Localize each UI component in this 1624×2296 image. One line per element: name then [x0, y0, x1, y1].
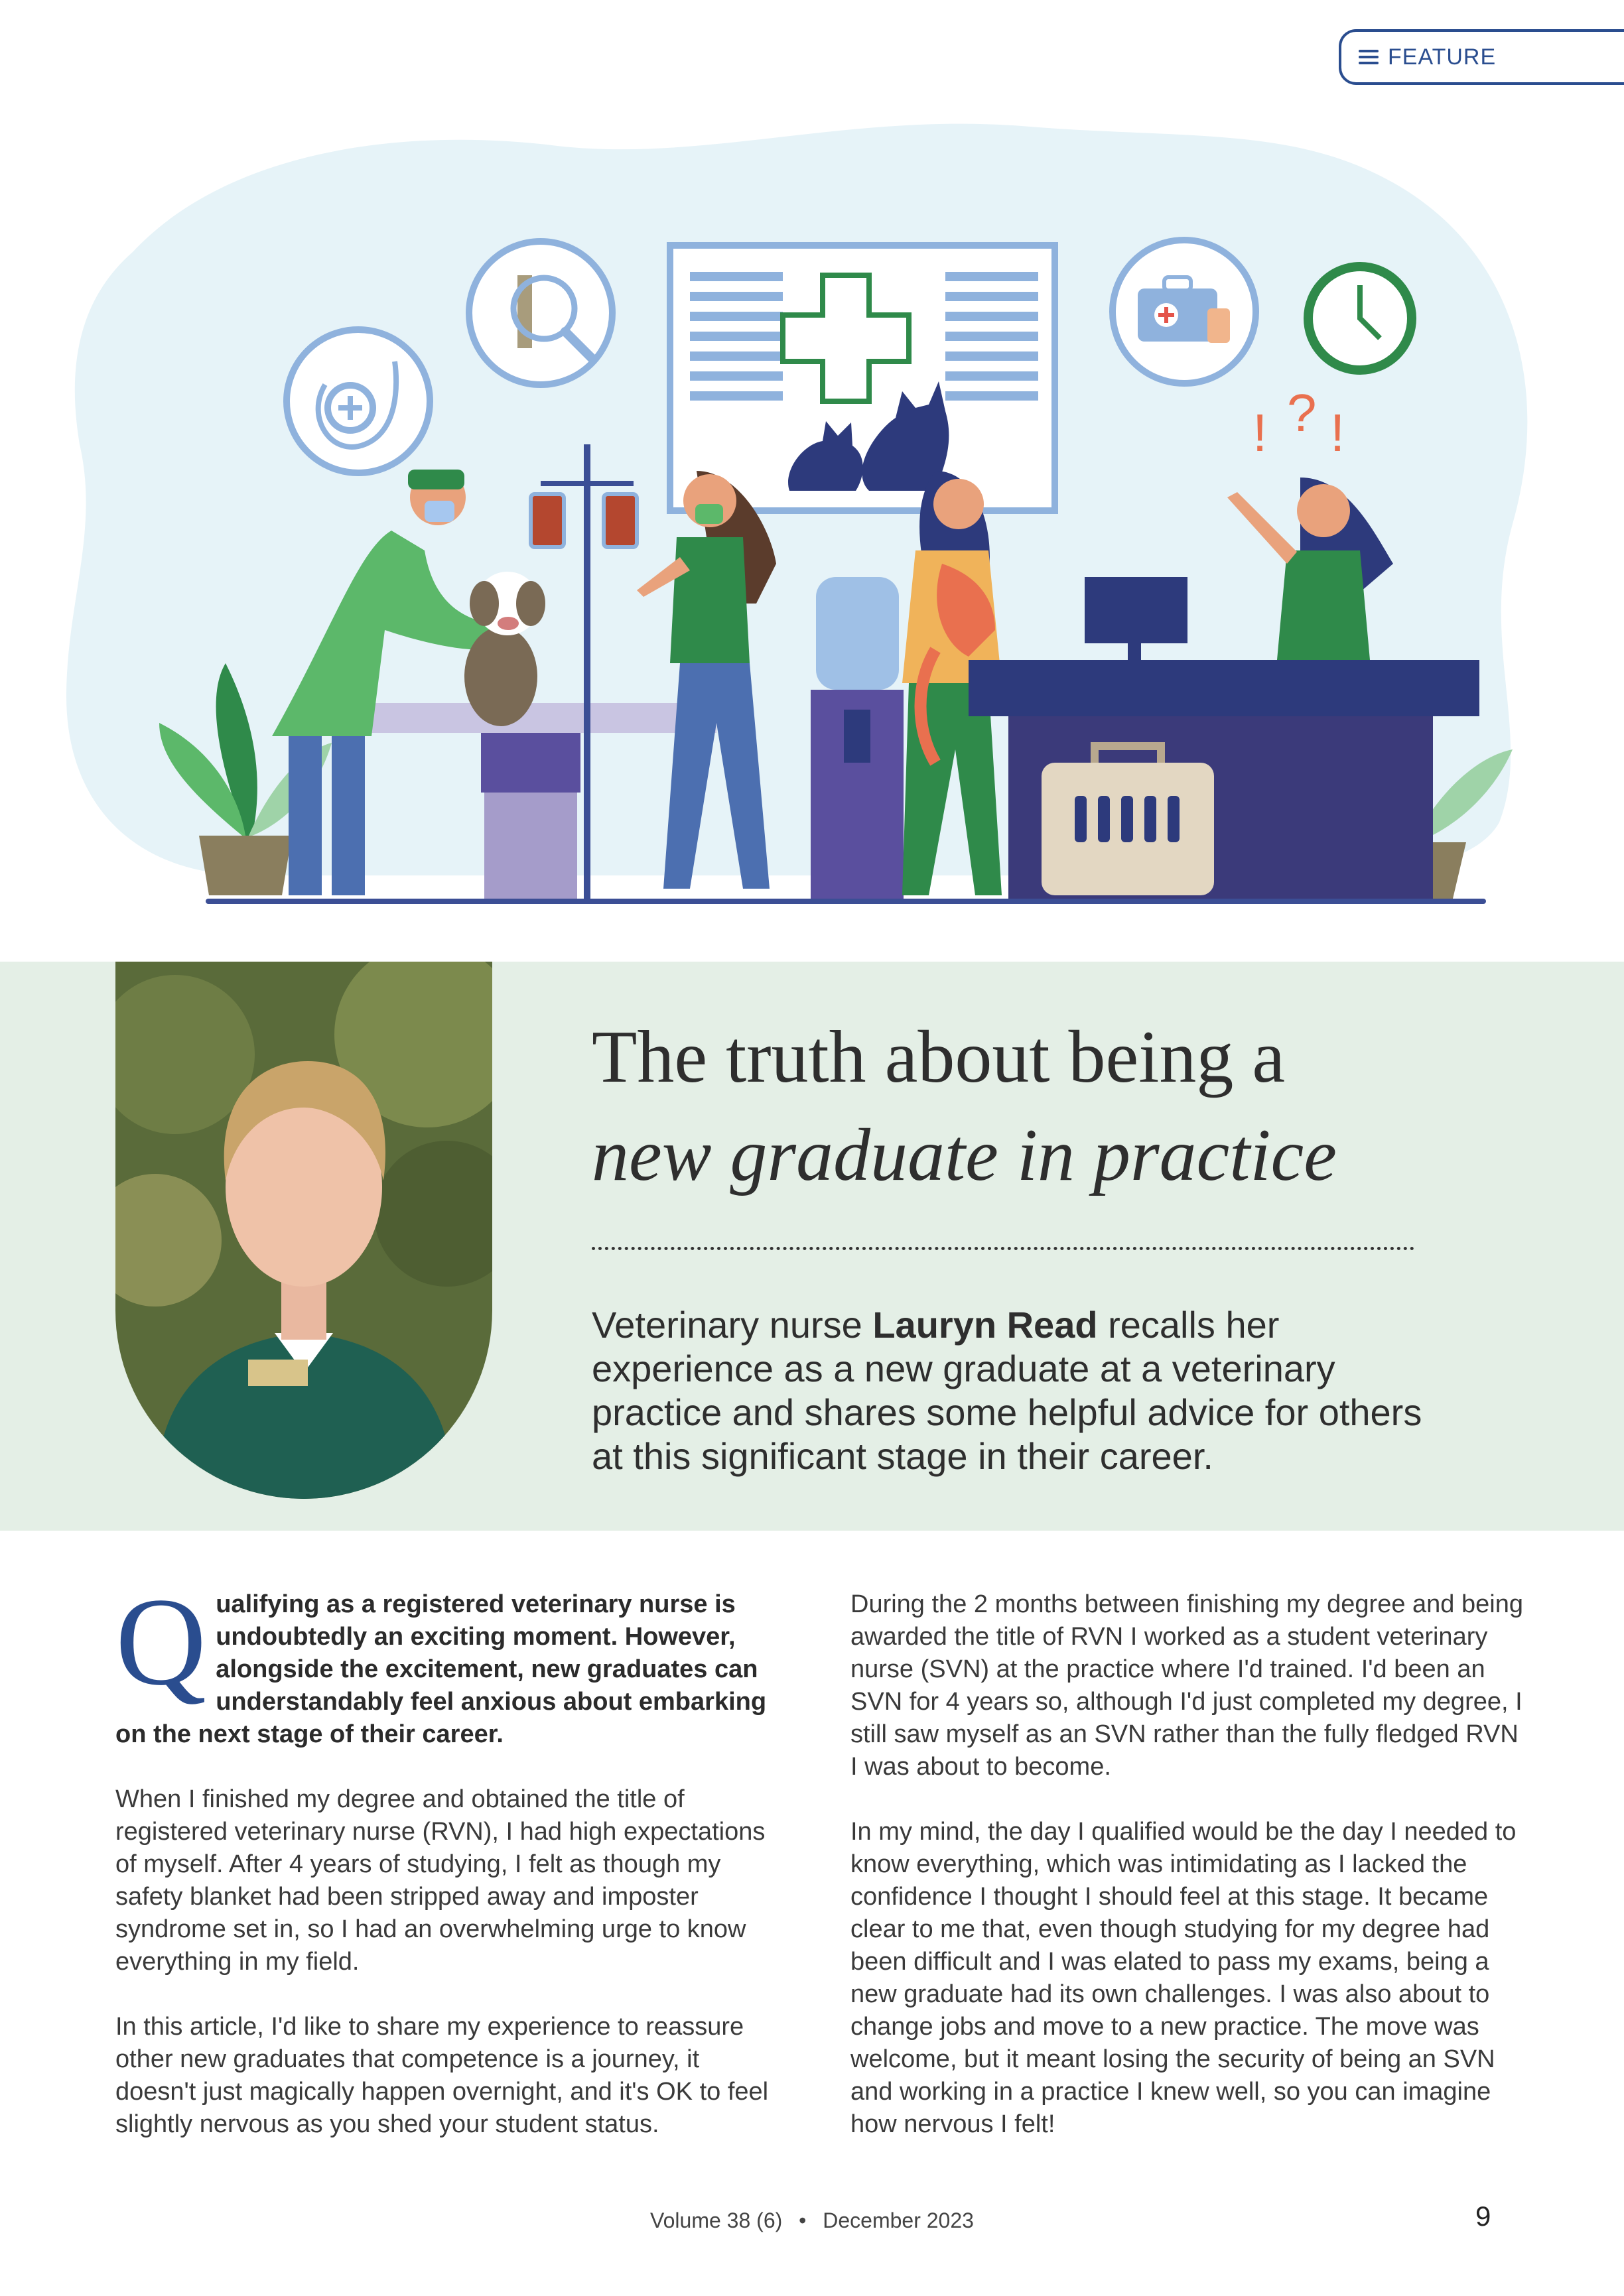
lead-text: ualifying as a registered veterinary nurse is undoubtedly an exciting moment. However, alongside the excitement, new graduates can understandably feel anxious about embarking on the next stage of their career.: [115, 1590, 767, 1748]
lead-paragraph: [115, 1572, 785, 1751]
svg-text:!: !: [1330, 403, 1345, 462]
footer-volume: Volume 38 (6): [650, 2208, 783, 2232]
body-paragraph: When I finished my degree and obtained the title of registered veterinary nurse (RVN), I had high expectations of myself. After 4 years of studying, I felt as though my safety blanket had been stripped away and imposter syndrome set in, so I had an overwhelming urge to know everything in my field.: [115, 1785, 766, 1976]
body-paragraph: In my mind, the day I qualified would be the day I needed to know everything, which was intimidating as I lacked the confidence I thought I should feel at this stage. It became clear to me that, even though studying for my degree had been difficult and I was elated to pass my exams, being a new graduate had its own challenges. I was also about to change jobs and move to a new practice. The move was welcome, but it meant losing the security of being an SVN and working in a practice I knew well, so you can imagine how nervous I felt!: [850, 1818, 1517, 2138]
author-portrait: [115, 962, 492, 1499]
column-right: [850, 1588, 1527, 2173]
standfirst: [592, 1303, 1454, 1478]
pet-carrier: [1042, 746, 1214, 895]
dotted-divider: [592, 1247, 1414, 1250]
bone-magnifier-icon: [469, 241, 612, 385]
dropcap: Q: [115, 1572, 207, 1712]
body-paragraph: In this article, I'd like to share my experience to reassure other new graduates that competence is a journey, it doesn't just magically happen overnight, and it's OK to feel slightly nervous as you shed your student status.: [115, 2013, 769, 2138]
clinic-board-icon: [670, 245, 1055, 511]
headline-line2: new graduate in practice: [592, 1114, 1337, 1196]
article-headline: [592, 1008, 1554, 1204]
footer-date: December 2023: [823, 2208, 974, 2232]
column-left: [115, 1572, 785, 2173]
vet-clinic-illustration: [53, 99, 1572, 915]
feature-label: FEATURE: [1388, 44, 1497, 70]
water-cooler: [811, 577, 904, 899]
footer: [0, 2208, 1624, 2233]
stethoscope-icon: [287, 330, 430, 473]
body-paragraph: During the 2 months between finishing my degree and being awarded the title of RVN I worked as a student veterinary nurse (SVN) at the practice where I'd trained. I'd been an SVN for 4 years so, although I'd just completed my degree, I still saw myself as an SVN rather than the fully fledged RVN I was about to become.: [850, 1590, 1523, 1781]
menu-icon: [1359, 50, 1379, 64]
standfirst-rest: recalls her experience as a new graduate at a veterinary practice and shares some helpful advice for others at this significant stage in their career.: [592, 1304, 1422, 1477]
clock-icon: [1308, 267, 1412, 370]
feature-tag: [1339, 29, 1624, 85]
svg-text:?: ?: [1287, 383, 1317, 442]
headline-line1: The truth about being a: [592, 1016, 1286, 1098]
standfirst-intro: Veterinary nurse: [592, 1304, 873, 1346]
svg-text:!: !: [1252, 403, 1268, 462]
page-number: 9: [1475, 2200, 1491, 2232]
footer-separator: •: [799, 2208, 807, 2232]
author-name: Lauryn Read: [872, 1304, 1098, 1346]
first-aid-kit-icon: [1113, 240, 1256, 383]
